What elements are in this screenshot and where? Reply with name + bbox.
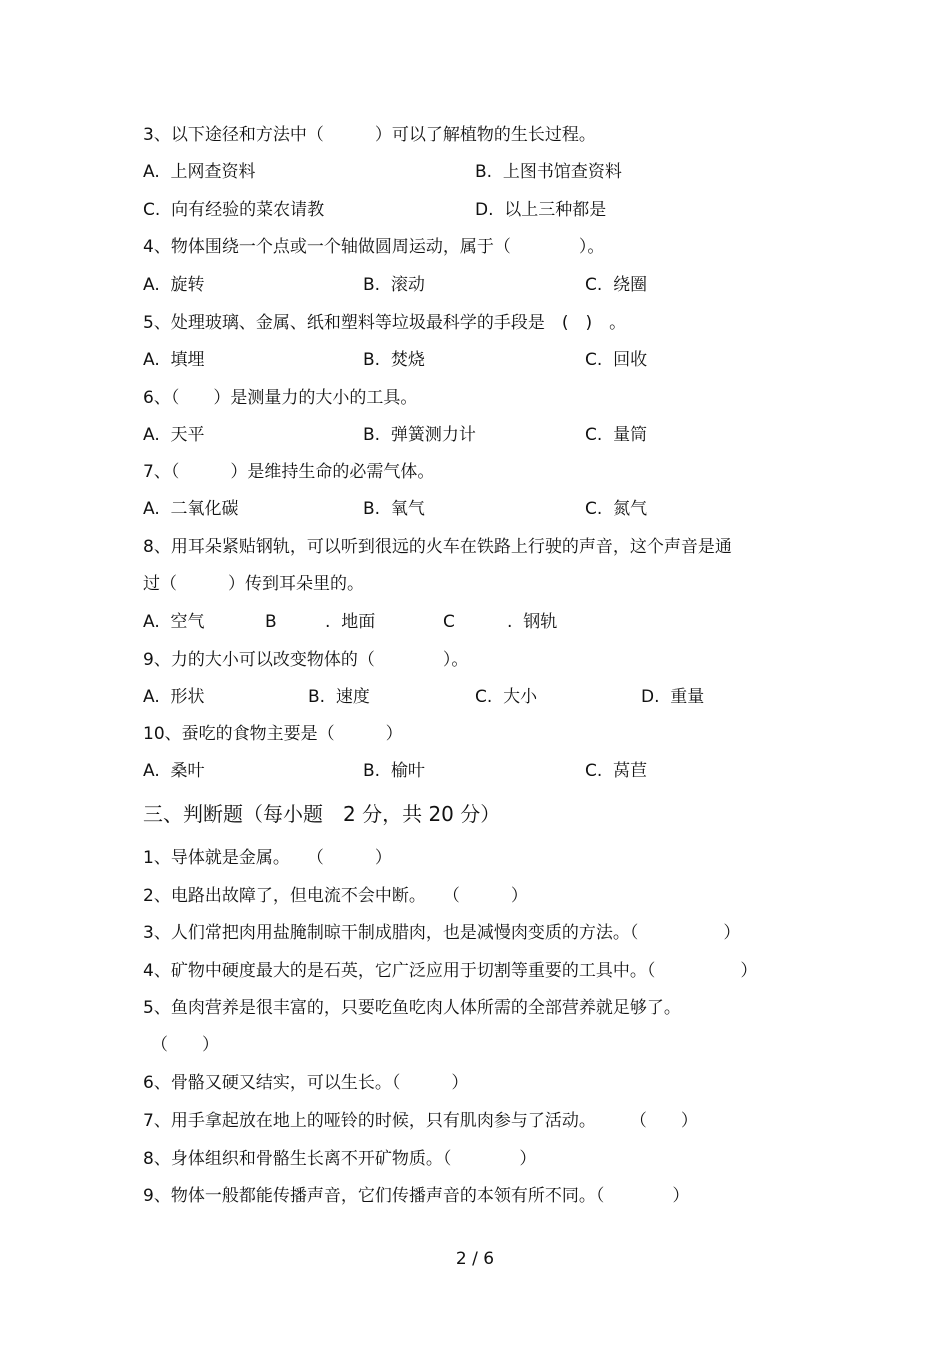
q3-option-c: C. 向有经验的菜农请教	[143, 200, 325, 220]
q5-option-a: A. 填埋	[143, 350, 205, 370]
judge-item-3: 3、人们常把肉用盐腌制晾干制成腊肉，也是减慢肉变质的方法。（ ）	[143, 923, 741, 943]
judge-item-7: 7、用手拿起放在地上的哑铃的时候，只有肌肉参与了活动。 （ ）	[143, 1111, 698, 1131]
judge-item-8: 8、身体组织和骨骼生长离不开矿物质。（ ）	[143, 1149, 537, 1169]
q10-option-b: B. 榆叶	[363, 761, 425, 781]
question-8-continuation: 过（ ）传到耳朵里的。	[143, 574, 364, 594]
judge-item-2: 2、电路出故障了，但电流不会中断。 （ ）	[143, 886, 528, 906]
q5-option-b: B. 焚烧	[363, 350, 425, 370]
q8-option-a: A. 空气	[143, 612, 205, 632]
q3-option-b: B. 上图书馆查资料	[475, 162, 622, 182]
judge-item-6: 6、骨骼又硬又结实，可以生长。（ ）	[143, 1073, 469, 1093]
q6-option-a: A. 天平	[143, 425, 205, 445]
q4-option-a: A. 旋转	[143, 275, 205, 295]
q3-option-a: A. 上网查资料	[143, 162, 256, 182]
page-number: 2 / 6	[455, 1249, 495, 1269]
q9-option-b: B. 速度	[308, 687, 370, 707]
question-4: 4、物体围绕一个点或一个轴做圆周运动，属于（ ）。	[143, 237, 605, 257]
question-7: 7、（ ）是维持生命的必需气体。	[143, 462, 435, 482]
judge-item-4: 4、矿物中硬度最大的是石英，它广泛应用于切割等重要的工具中。（ ）	[143, 961, 758, 981]
question-9: 9、力的大小可以改变物体的（ ）。	[143, 650, 469, 670]
question-10: 10、蚕吃的食物主要是（ ）	[143, 724, 403, 744]
judge-item-9: 9、物体一般都能传播声音，它们传播声音的本领有所不同。（ ）	[143, 1186, 690, 1206]
q10-option-c: C. 莴苣	[585, 761, 648, 781]
q8-option-c-letter: C	[443, 612, 455, 632]
q5-option-c: C. 回收	[585, 350, 648, 370]
q7-option-a: A. 二氧化碳	[143, 499, 239, 519]
section-heading: 三、判断题（每小题 2 分，共 20 分）	[143, 802, 501, 826]
q10-option-a: A. 桑叶	[143, 761, 205, 781]
q8-option-b-text: . 地面	[325, 612, 376, 632]
q8-option-c-text: . 钢轨	[507, 612, 558, 632]
question-3: 3、以下途径和方法中（ ）可以了解植物的生长过程。	[143, 125, 596, 145]
q9-option-d: D. 重量	[641, 687, 705, 707]
judge-item-1: 1、导体就是金属。 （ ）	[143, 848, 392, 868]
q4-option-b: B. 滚动	[363, 275, 425, 295]
q7-option-b: B. 氧气	[363, 499, 425, 519]
q6-option-b: B. 弹簧测力计	[363, 425, 476, 445]
q6-option-c: C. 量筒	[585, 425, 648, 445]
q8-option-b-letter: B	[265, 612, 277, 632]
q4-option-c: C. 绕圈	[585, 275, 648, 295]
question-5: 5、处理玻璃、金属、纸和塑料等垃圾最科学的手段是 ( ) 。	[143, 313, 627, 333]
q3-option-d: D. 以上三种都是	[475, 200, 607, 220]
judge-item-5: 5、鱼肉营养是很丰富的，只要吃鱼吃肉人体所需的全部营养就足够了。	[143, 998, 681, 1018]
question-8: 8、用耳朵紧贴钢轨，可以听到很远的火车在铁路上行驶的声音，这个声音是通	[143, 537, 732, 557]
q9-option-a: A. 形状	[143, 687, 205, 707]
q9-option-c: C. 大小	[475, 687, 538, 707]
judge-item-5-blank: （ ）	[151, 1035, 219, 1055]
q7-option-c: C. 氮气	[585, 499, 648, 519]
question-6: 6、（ ）是测量力的大小的工具。	[143, 388, 418, 408]
